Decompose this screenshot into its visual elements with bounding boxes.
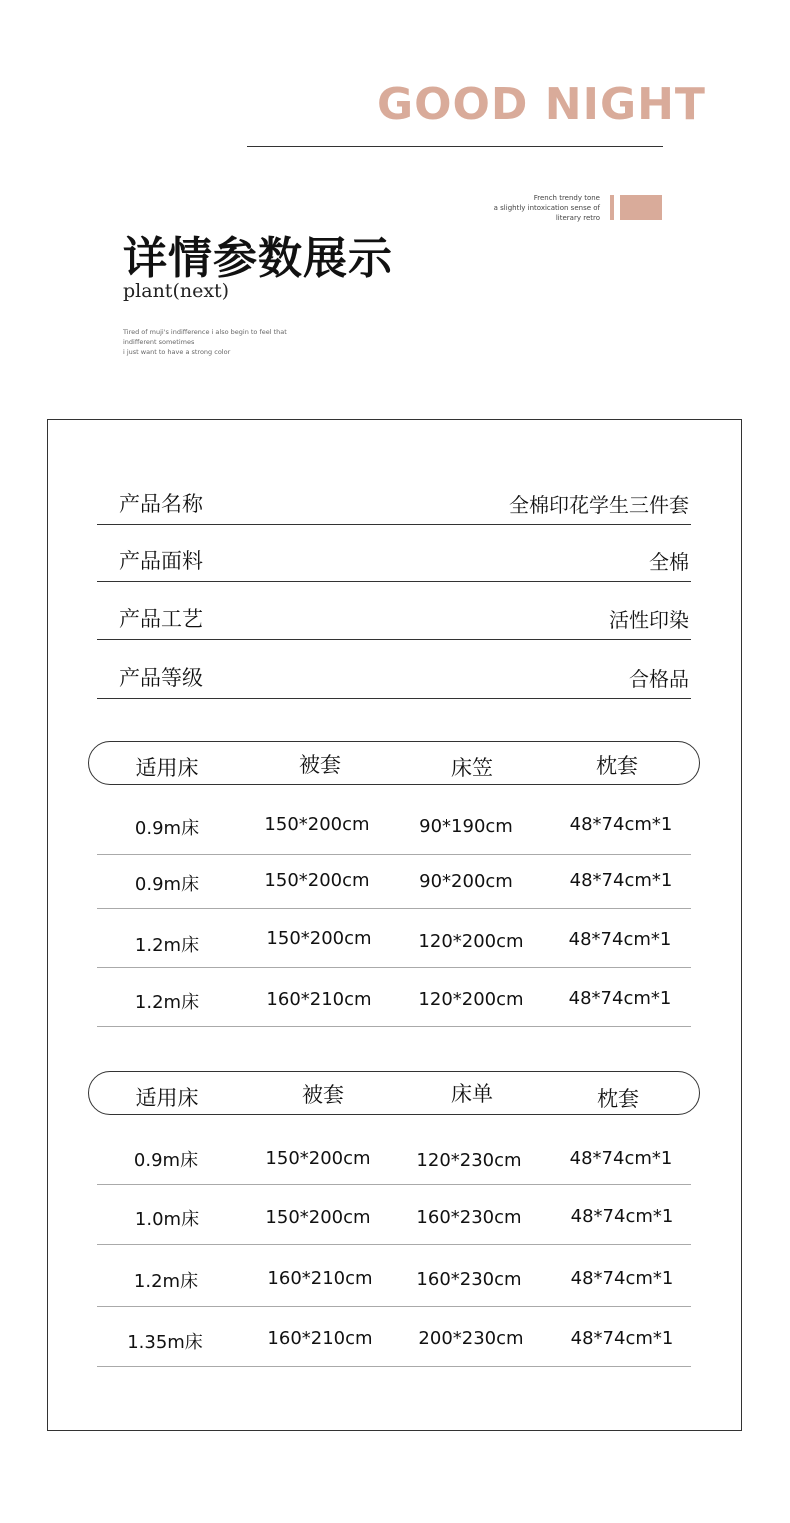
spec-row-process	[97, 599, 691, 640]
spec-value: 合格品	[629, 667, 689, 691]
table-cell: 160*210cm	[267, 1268, 373, 1289]
table-cell: 48*74cm*1	[569, 870, 673, 891]
table-row	[97, 968, 691, 1027]
table-cell: 150*200cm	[265, 1207, 371, 1228]
table-cell: 1.2m床	[134, 992, 200, 1013]
table-cell: 1.2m床	[133, 1271, 199, 1292]
spec-label: 产品面料	[119, 549, 203, 573]
table-cell: 120*230cm	[416, 1150, 522, 1171]
table-cell: 90*190cm	[419, 816, 513, 837]
table-cell: 160*230cm	[416, 1207, 522, 1228]
table-cell: 48*74cm*1	[570, 1328, 674, 1349]
size-table-2-header	[88, 1071, 700, 1115]
table-cell: 1.2m床	[134, 935, 200, 956]
header-cell: 枕套	[596, 754, 638, 778]
tagline-line: literary retro	[555, 214, 600, 222]
table-cell: 48*74cm*1	[568, 988, 672, 1009]
brand-divider	[247, 146, 663, 147]
table-row	[97, 909, 691, 968]
table-row	[97, 854, 691, 909]
tagline-line: French trendy tone	[533, 194, 600, 202]
table-cell: 48*74cm*1	[570, 1268, 674, 1289]
tagline	[460, 193, 600, 223]
table-cell: 160*230cm	[416, 1269, 522, 1290]
table-cell: 48*74cm*1	[569, 814, 673, 835]
brand-title: GOOD NIGHT	[377, 79, 706, 130]
table-row	[97, 796, 691, 855]
size-table-1-header	[88, 741, 700, 785]
table-cell: 150*200cm	[265, 1148, 371, 1169]
table-cell: 1.35m床	[127, 1332, 203, 1353]
table-cell: 150*200cm	[266, 928, 372, 949]
tagline-line: a slightly intoxication sense of	[493, 204, 600, 212]
spec-row-name	[97, 484, 691, 525]
spec-row-grade	[97, 658, 691, 699]
header-cell: 床单	[451, 1082, 493, 1106]
header-cell: 被套	[299, 753, 341, 777]
header-cell: 被套	[302, 1083, 344, 1107]
table-cell: 160*210cm	[267, 1328, 373, 1349]
table-row	[97, 1185, 691, 1245]
small-copy-line: indifferent sometimes	[123, 338, 195, 346]
spec-label: 产品等级	[119, 666, 203, 690]
header-cell: 适用床	[135, 756, 199, 780]
small-copy	[123, 327, 287, 357]
table-cell: 120*200cm	[418, 989, 524, 1010]
spec-value: 全棉	[649, 550, 689, 574]
small-copy-line: Tired of muji's indifference i also begin to feel that	[123, 328, 287, 336]
page-title: 详情参数展示	[123, 233, 393, 284]
table-row	[97, 1245, 691, 1307]
table-row	[97, 1126, 691, 1185]
table-cell: 120*200cm	[418, 931, 524, 952]
header-cell: 枕套	[597, 1087, 639, 1111]
spec-label: 产品名称	[119, 492, 203, 516]
script-logo-text: plant(next)	[123, 280, 230, 302]
table-cell: 48*74cm*1	[570, 1206, 674, 1227]
spec-label: 产品工艺	[119, 607, 203, 631]
table-cell: 150*200cm	[264, 870, 370, 891]
table-cell: 200*230cm	[418, 1328, 524, 1349]
header-cell: 床笠	[451, 756, 493, 780]
small-copy-line: i just want to have a strong color	[123, 348, 231, 356]
table-cell: 0.9m床	[134, 874, 200, 895]
table-cell: 0.9m床	[134, 818, 200, 839]
table-cell: 160*210cm	[266, 989, 372, 1010]
table-cell: 150*200cm	[264, 814, 370, 835]
spec-row-fabric	[97, 541, 691, 582]
table-cell: 48*74cm*1	[569, 1148, 673, 1169]
table-cell: 48*74cm*1	[568, 929, 672, 950]
table-cell: 1.0m床	[134, 1209, 200, 1230]
spec-value: 活性印染	[609, 608, 689, 632]
header-cell: 适用床	[135, 1086, 199, 1110]
accent-block	[620, 195, 662, 220]
table-cell: 0.9m床	[133, 1150, 199, 1171]
accent-bar-thin	[610, 195, 614, 220]
table-cell: 90*200cm	[419, 871, 513, 892]
table-row	[97, 1307, 691, 1367]
spec-value: 全棉印花学生三件套	[509, 493, 689, 517]
